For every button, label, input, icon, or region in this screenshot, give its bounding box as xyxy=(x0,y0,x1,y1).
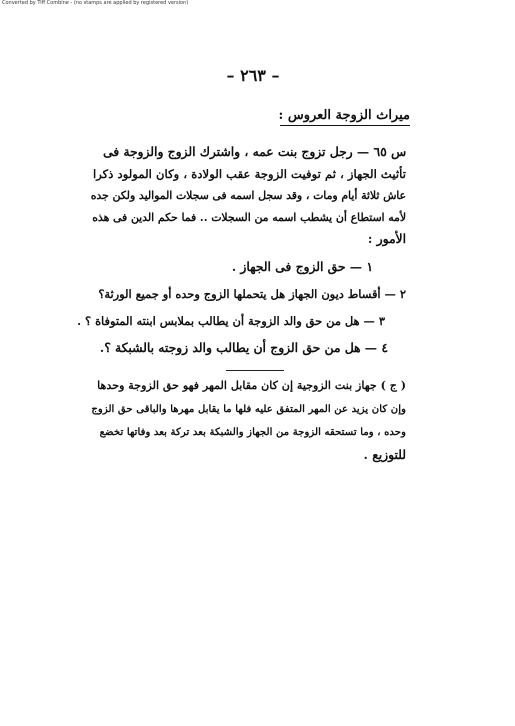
answer-line-1: ( ج ) جهاز بنت الزوجية إن كان مقابل المهر فهو حق الزوجة وحدها xyxy=(97,379,406,392)
question-item-3: ٣ — هل من حق والد الزوجة أن يطالب بملابس ابنته المتوفاة ؟ . xyxy=(77,314,385,328)
section-title: ميراث الزوجة العروس : xyxy=(280,108,410,126)
question-line-3: عاش ثلاثة أيام ومات ، وقد سجل اسمه فى سجلات المواليد ولكن جده xyxy=(90,189,406,202)
question-item-4: ٤ — هل من حق الزوج أن يطالب والد زوجته بالشبكة ؟. xyxy=(99,340,388,355)
section-divider xyxy=(226,370,284,371)
converter-watermark: Converted by Tiff Combine - (no stamps are applied by registered version) xyxy=(2,0,189,6)
question-line-2: تأثيث الجهاز ، ثم توفيت الزوجة عقب الولادة ، وكان المولود ذكرا xyxy=(92,167,406,181)
question-line-1: س ٦٥ — رجل تزوج بنت عمه ، واشترك الزوج والزوجة فى xyxy=(102,144,406,159)
page-number: – ٢٦٣ – xyxy=(226,66,280,85)
answer-line-4: للتوزيع . xyxy=(363,447,406,462)
question-item-2: ٢ — أقساط ديون الجهاز هل يتحملها الزوج وحده أو جميع الورثة؟ xyxy=(98,287,406,301)
question-line-5: الأمور : xyxy=(367,231,406,246)
answer-line-3: وحده ، وما تستحقه الزوجة من الجهاز والشبكة بعد تركة بعد وفاتها تخضع xyxy=(99,426,406,438)
question-line-4: لأمه استطاع أن يشطب اسمه من السجلات .. فما حكم الدين فى هذه xyxy=(92,211,406,224)
question-item-1: ١ — حق الزوج فى الجهاز . xyxy=(231,259,373,274)
answer-line-2: وإن كان يزيد عن المهر المتفق عليه فلها ما يقابل مهرها والباقى حق الزوج xyxy=(91,403,406,415)
